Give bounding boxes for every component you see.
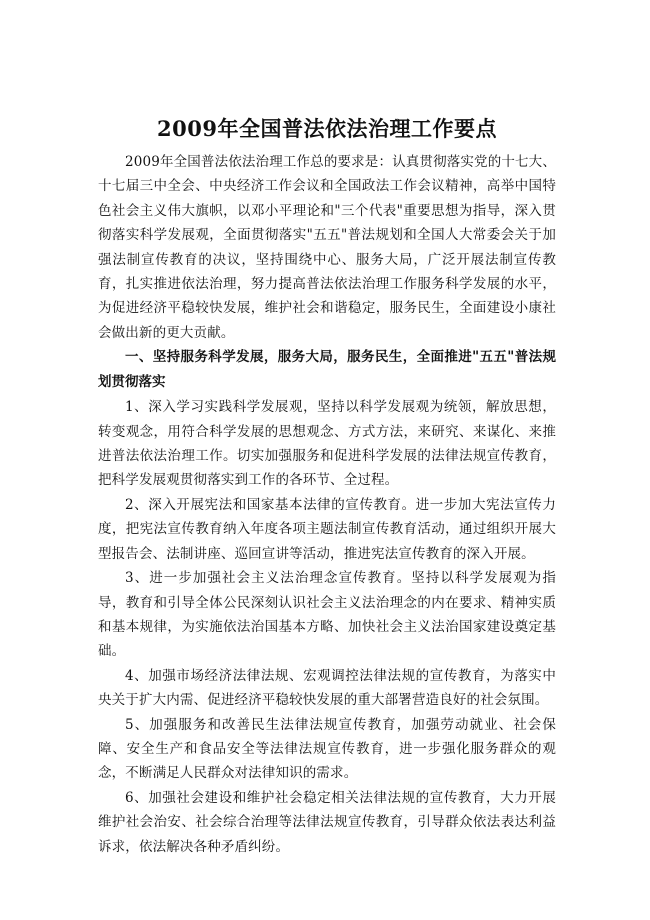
intro-paragraph: 2009年全国普法依法治理工作总的要求是：认真贯彻落实党的十七大、十七届三中全会、中央经济工作会议和全国政法工作会议精神，高举中国特色社会主义伟大旗帜，以邓小平理论和"三个代表"重要思想为指导，深入贯彻落实科学发展观，全面贯彻落实"五五"普法规划和全国人大常委会关于加强法制宣传教育的决议，坚持围绕中心、服务大局，广泛开展法制宣传教育，扎实推进依法治理，努力提高普法依法治理工作服务科学发展的水平，为促进经济平稳较快发展，维护社会和谐稳定，服务民生，全面建设小康社会做出新的更大贡献。 bbox=[98, 154, 556, 341]
item-paragraph-6: 6、加强社会建设和维护社会稳定相关法律法规的宣传教育，大力开展维护社会治安、社会综合治理等法律法规宣传教育，引导群众依法表达利益诉求，依法解决各种矛盾纠纷。 bbox=[98, 789, 556, 855]
document-page bbox=[98, 112, 556, 859]
item-paragraph-4: 4、加强市场经济法律法规、宏观调控法律法规的宣传教育，为落实中央关于扩大内需、促进经济平稳较快发展的重大部署营造良好的社会氛围。 bbox=[98, 667, 556, 709]
item-paragraph-5: 5、加强服务和改善民生法律法规宣传教育，加强劳动就业、社会保障、安全生产和食品安全等法律法规宣传教育，进一步强化服务群众的观念，不断满足人民群众对法律知识的需求。 bbox=[98, 716, 556, 782]
section-heading-1: 一、坚持服务科学发展，服务大局，服务民生，全面推进"五五"普法规划贯彻落实 bbox=[98, 349, 556, 391]
item-paragraph-1: 1、深入学习实践科学发展观，坚持以科学发展观为统领，解放思想，转变观念，用符合科学发展的思想观念、方式方法，来研究、来谋化、来推进普法依法治理工作。切实加强服务和促进科学发展的法律法规宣传教育，把科学发展观贯彻落实到工作的各环节、全过程。 bbox=[98, 399, 556, 489]
document-title: 2009年全国普法依法治理工作要点 bbox=[157, 116, 497, 141]
item-paragraph-2: 2、深入开展宪法和国家基本法律的宣传教育。进一步加大宪法宣传力度，把宪法宣传教育纳入年度各项主题法制宣传教育活动，通过组织开展大型报告会、法制讲座、巡回宣讲等活动，推进宪法宣传教育的深入开展。 bbox=[98, 496, 556, 562]
item-paragraph-3: 3、进一步加强社会主义法治理念宣传教育。坚持以科学发展观为指导，教育和引导全体公民深刻认识社会主义法治理念的内在要求、精神实质和基本规律，为实施依法治国基本方略、加快社会主义法治国家建设奠定基础。 bbox=[98, 570, 556, 660]
